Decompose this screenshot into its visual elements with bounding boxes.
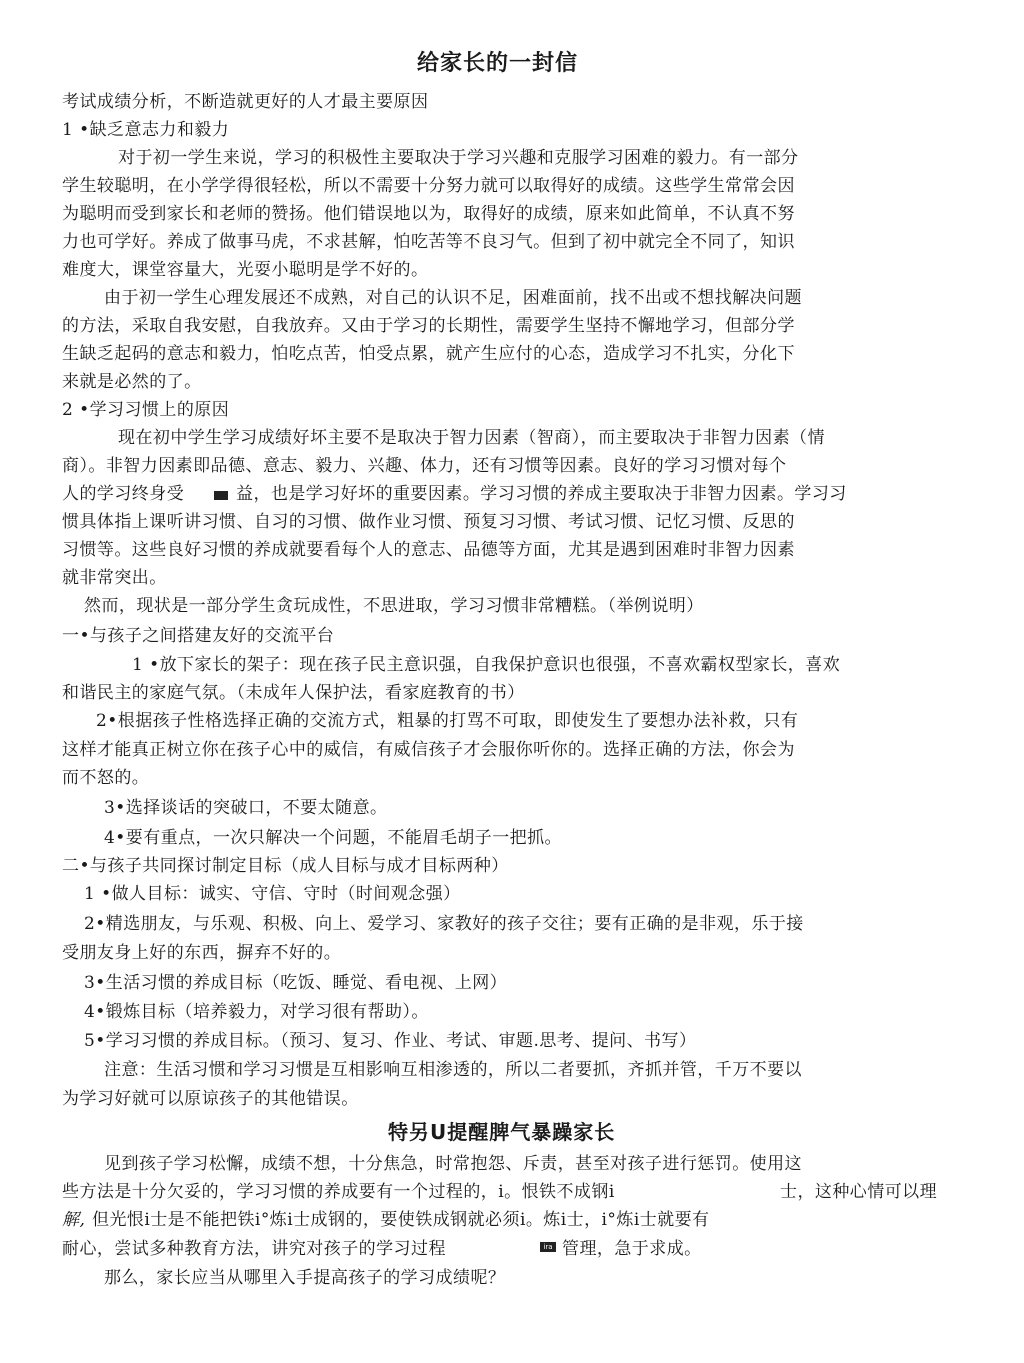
paragraph-line: 力也可学好。养成了做事马虎，不求甚解，怕吃苦等不良习气。但到了初中就完全不同了，知识	[62, 232, 795, 252]
paragraph-line: 5•学习习惯的养成目标。（预习、复习、作业、考试、审题.思考、提问、书写）	[84, 1031, 697, 1051]
paragraph-line: 学生较聪明，在小学学得很轻松，所以不需要十分努力就可以取得好的成绩。这些学生常常会因	[62, 176, 795, 196]
section-title: 特另U提醒脾气暴躁家长	[388, 1120, 616, 1144]
paragraph-line: 那么，家长应当从哪里入手提高孩子的学习成绩呢？	[104, 1268, 506, 1288]
paragraph-line: 而不怒的。	[62, 768, 150, 788]
paragraph-line: 1 •做人目标：诚实、守信、守时（时间观念强）	[84, 884, 461, 904]
paragraph-line: 2•根据孩子性格选择正确的交流方式，粗暴的打骂不可取，即使发生了要想办法补救，只有	[96, 711, 799, 731]
paragraph-line: 惯具体指上课听讲习惯、自习的习惯、做作业习惯、预复习习惯、考试习惯、记忆习惯、反思的	[62, 512, 795, 532]
redaction-mark: ira	[540, 1242, 556, 1252]
section-heading: 一•与孩子之间搭建友好的交流平台	[62, 626, 335, 646]
document-title: 给家长的一封信	[417, 51, 579, 76]
paragraph-line: 见到孩子学习松懈，成绩不想，十分焦急，时常抱怨、斥责，甚至对孩子进行惩罚。使用这	[104, 1154, 802, 1174]
paragraph-line: 注意：生活习惯和学习习惯是互相影响互相渗透的，所以二者要抓，齐抓并管，千万不要以	[104, 1060, 802, 1080]
paragraph-line: 就非常突出。	[62, 568, 167, 588]
paragraph-line: 然而，现状是一部分学生贪玩成性，不思进取，学习习惯非常糟糕。（举例说明）	[84, 596, 704, 616]
paragraph-line: 受朋友身上好的东西，摒弃不好的。	[62, 943, 342, 963]
paragraph-line: 但光恨i士是不能把铁i°炼i士成钢的，要使铁成钢就必须i。炼i士，i°炼i士就要有	[92, 1210, 710, 1230]
paragraph-line: 3•生活习惯的养成目标（吃饭、睡觉、看电视、上网）	[84, 973, 508, 993]
paragraph-line: 人的学习终身受	[62, 484, 185, 504]
paragraph-line: 来就是必然的了。	[62, 372, 202, 392]
section-heading: 二•与孩子共同探讨制定目标（成人目标与成才目标两种）	[62, 856, 509, 876]
paragraph-line: 习惯等。这些良好习惯的养成就要看每个人的意志、品德等方面，尤其是遇到困难时非智力因素	[62, 540, 795, 560]
paragraph-line: 3•选择谈话的突破口，不要太随意。	[104, 798, 388, 818]
paragraph-line: 4•要有重点，一次只解决一个问题，不能眉毛胡子一把抓。	[104, 828, 562, 848]
paragraph-line: 1 •放下家长的架子：现在孩子民主意识强，自我保护意识也很强，不喜欢霸权型家长，喜欢	[132, 655, 841, 675]
paragraph-line: 这样才能真正树立你在孩子心中的威信，有威信孩子才会服你听你的。选择正确的方法，你会为	[62, 740, 795, 760]
paragraph-line: 管理，急于求成。	[562, 1239, 702, 1259]
paragraph-line: 些方法是十分欠妥的，学习习惯的养成要有一个过程的，i。恨铁不成钢i	[62, 1182, 615, 1202]
paragraph-line: 为学习好就可以原谅孩子的其他错误。	[62, 1089, 359, 1109]
paragraph-line: 为聪明而受到家长和老师的赞扬。他们错误地以为，取得好的成绩，原来如此简单，不认真不努	[62, 204, 795, 224]
paragraph-line: 4•锻炼目标（培养毅力，对学习很有帮助）。	[84, 1002, 429, 1022]
section-heading: 1 •缺乏意志力和毅力	[62, 120, 230, 140]
paragraph-line: 生缺乏起码的意志和毅力，怕吃点苦，怕受点累，就产生应付的心态，造成学习不扎实，分化下	[62, 344, 795, 364]
paragraph-line: 2•精选朋友，与乐观、积极、向上、爱学习、家教好的孩子交往；要有正确的是非观，乐于接	[84, 914, 804, 934]
paragraph-line: 考试成绩分析，不断造就更好的人才最主要原因	[62, 92, 429, 112]
paragraph-line: 商）。非智力因素即品德、意志、毅力、兴趣、体力，还有习惯等因素。良好的学习习惯对每个	[62, 456, 787, 476]
paragraph-line: 和谐民主的家庭气氛。（未成年人保护法，看家庭教育的书）	[62, 683, 525, 703]
paragraph-line: 的方法，采取自我安慰，自我放弃。又由于学习的长期性，需要学生坚持不懈地学习，但部分学	[62, 316, 795, 336]
paragraph-line: 现在初中学生学习成绩好坏主要不是取决于智力因素（智商），而主要取决于非智力因素（情	[118, 428, 825, 448]
paragraph-line: 益，也是学习好坏的重要因素。学习习惯的养成主要取决于非智力因素。学习习	[236, 484, 847, 504]
paragraph-line: 士，这种心情可以理	[780, 1182, 938, 1202]
redaction-mark	[214, 491, 228, 500]
paragraph-line: 对于初一学生来说，学习的积极性主要取决于学习兴趣和克服学习困难的毅力。有一部分	[118, 148, 799, 168]
paragraph-line: 难度大，课堂容量大，光耍小聪明是学不好的。	[62, 260, 429, 280]
paragraph-line: 解,	[62, 1210, 86, 1230]
section-heading: 2 •学习习惯上的原因	[62, 400, 230, 420]
paragraph-line: 耐心，尝试多种教育方法，讲究对孩子的学习过程	[62, 1239, 446, 1259]
paragraph-line: 由于初一学生心理发展还不成熟，对自己的认识不足，困难面前，找不出或不想找解决问题	[104, 288, 802, 308]
